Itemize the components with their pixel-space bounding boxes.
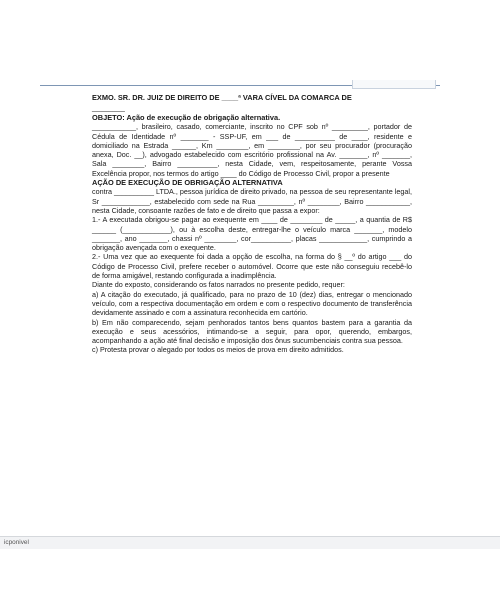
intro-paragraph: ___________, brasileiro, casado, comerciante, inscrito no CPF sob nº _________, portador de Cédula de Identidade nº _______ - SSP-UF, em ___ de __________ de ____, residente e domiciliado na Estrada ______, Km ________, em ________, por seu procurador (procuração anexa, Doc. __), advogado estabelecido com escritório profissional na Av. _______, nº _______, Sala ________, Bairro __________, nesta Cidade, vem, respeitosamente, perante Vossa Excelência propor, nos termos do artigo ____ do Código de Processo Civil, propor a presente [92, 122, 412, 178]
request-b-paragraph: b) Em não comparecendo, sejam penhorados tantos bens quantos bastem para a garantia da execução e seus acessórios, intimando-se a seguir, para opor, querendo, embargos, acompanhando a ação até final decisão e imposição dos ônus sucumbenciais contra sua pessoa. [92, 317, 412, 346]
footer-label: icponivel [4, 539, 29, 546]
objeto-line: OBJETO: Ação de execução de obrigação alternativa. [92, 113, 281, 122]
petition-body [92, 93, 412, 355]
contra-paragraph: contra __________ LTDA., pessoa jurídica de direito privado, na pessoa de seu representante legal, Sr ____________, estabelecido com sede na Rua _________, nº ________, Bairro ___________, nesta Cidade, consoante razões de fato e de direito que passa a expor: [92, 187, 412, 215]
court-heading: EXMO. SR. DR. JUIZ DE DIREITO DE ____ª VARA CÍVEL DA COMARCA DE [92, 93, 352, 102]
item-1-paragraph: 1.- A executada obrigou-se pagar ao exequente em ____ de ________ de _____, a quantia de R$ ______ (____________), ou à escolha deste, entregar-lhe o veículo marca _______, modelo _______, ano _______, chassi nº ________, cor__________, placas ____________, cumprindo a obrigação avençada com o exequente. [92, 215, 412, 253]
request-c-paragraph: c) Protesta provar o alegado por todos os meios de prova em direito admitidos. [92, 345, 344, 355]
item-2-paragraph: 2.- Uma vez que ao exequente foi dada a opção de escolha, na forma do § __º do artigo ___ do Código de Processo Civil, prefere receber o automóvel. Ocorre que este não conseguiu recebê-lo de forma amigável, restando configurada a inadimplência. [92, 252, 412, 281]
action-title: AÇÃO DE EXECUÇÃO DE OBRIGAÇÃO ALTERNATIVA [92, 178, 283, 188]
court-heading-blank: ________ [92, 103, 125, 112]
request-a-paragraph: a) A citação do executado, já qualificado, para no prazo de 10 (dez) dias, entregar o mencionado veículo, com a respectiva documentação em ordem e com o respectivo documento de transferência devidamente assinado e com a assinatura reconhecida em cartório. [92, 289, 412, 318]
footer-bar [0, 536, 500, 549]
header-box [352, 80, 436, 89]
diante-paragraph: Diante do exposto, considerando os fatos narrados no presente pedido, requer: [92, 280, 345, 290]
